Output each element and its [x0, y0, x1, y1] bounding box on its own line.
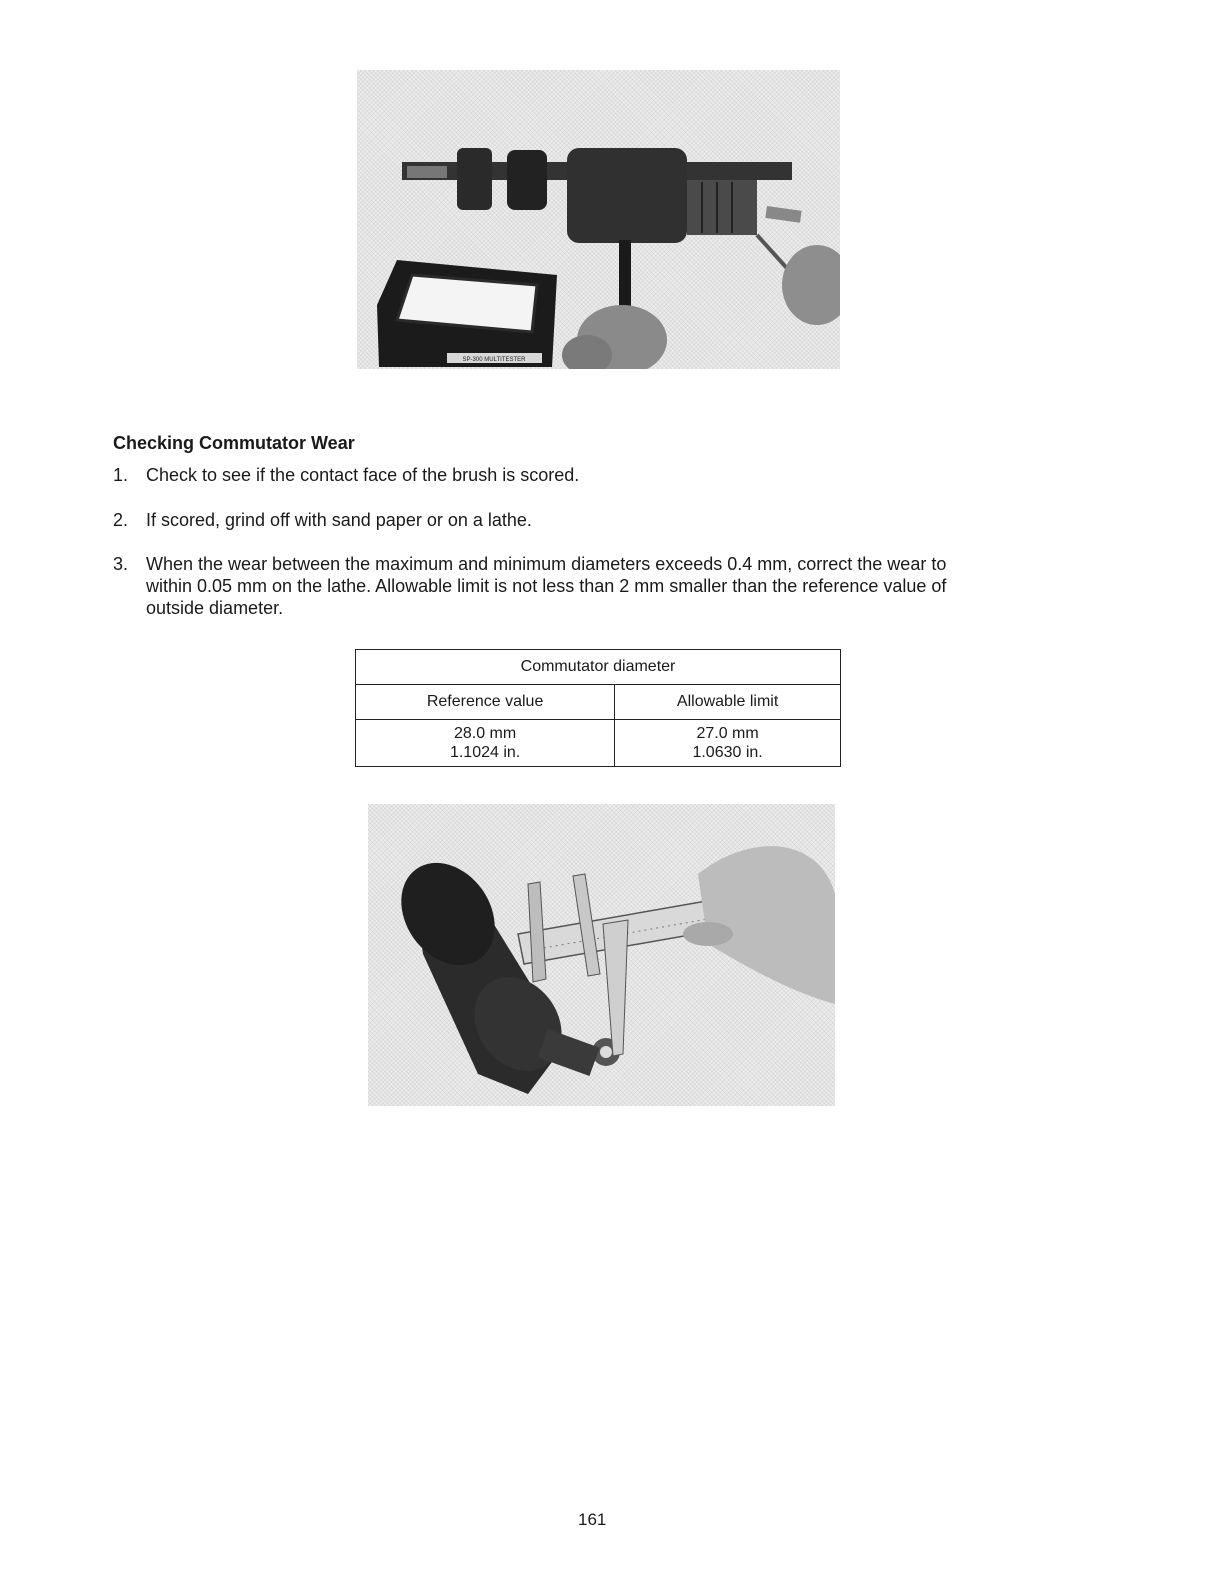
section-heading: Checking Commutator Wear	[113, 433, 355, 453]
reference-value-cell	[356, 720, 615, 767]
svg-text:SP-300 MULTITESTER: SP-300 MULTITESTER	[462, 357, 526, 363]
column-header-reference: Reference value	[356, 685, 615, 720]
commutator-diameter-table	[355, 649, 841, 767]
step-text: Check to see if the contact face of the brush is scored.	[146, 465, 580, 485]
step-2	[113, 509, 993, 531]
caliper-measurement-photo	[368, 804, 835, 1106]
allowable-limit-cell	[615, 720, 841, 767]
limit-mm: 27.0 mm	[696, 725, 759, 742]
armature-multitester-photo	[357, 70, 840, 369]
step-number: 2.	[113, 510, 129, 530]
column-header-limit: Allowable limit	[615, 685, 841, 720]
reference-mm: 28.0 mm	[453, 725, 517, 742]
step-number: 1.	[113, 465, 129, 485]
step-3	[113, 553, 993, 619]
reference-in: 1.1024 in.	[449, 744, 521, 761]
step-text: If scored, grind off with sand paper or on a lathe.	[146, 510, 532, 530]
table-title: Commutator diameter	[356, 650, 841, 685]
step-text: When the wear between the maximum and minimum diameters exceeds 0.4 mm, correct the wear to within 0.05 mm on the lathe. Allowable limit is not less than 2 mm smaller than the reference value of outside diameter.	[146, 554, 947, 618]
limit-in: 1.0630 in.	[692, 744, 763, 761]
step-number: 3.	[113, 554, 129, 574]
page-number: 161	[578, 1510, 607, 1529]
step-1	[113, 464, 993, 486]
